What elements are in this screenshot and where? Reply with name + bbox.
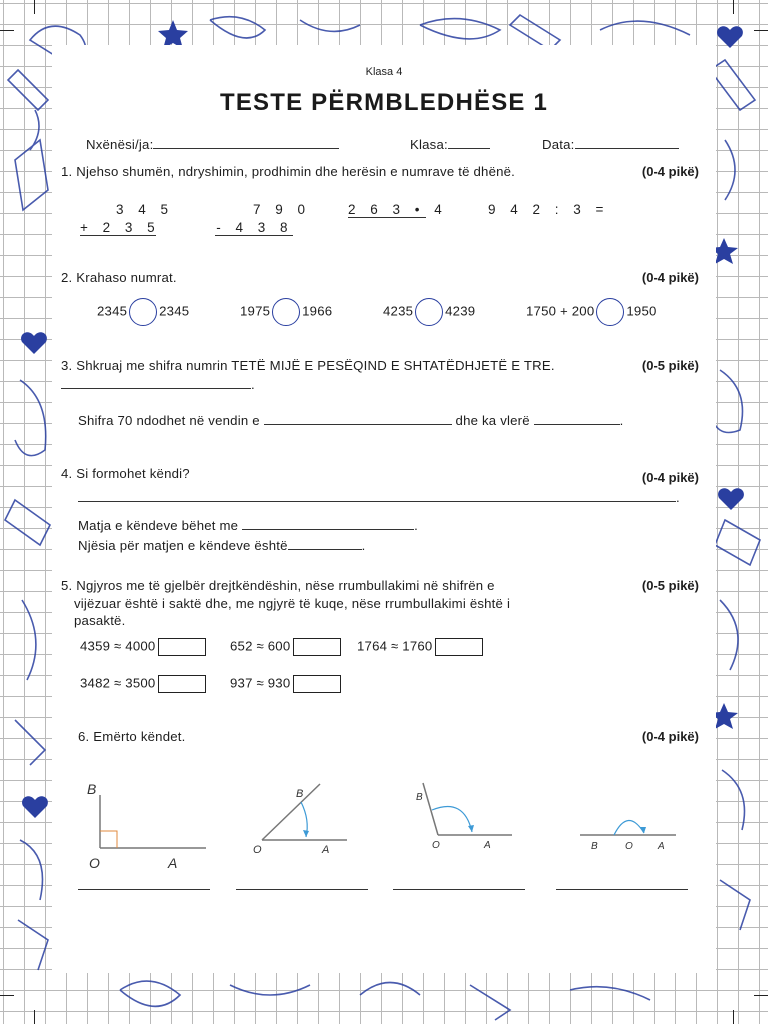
heart-icon [718, 488, 744, 510]
q4-unit-line: Njësia për matjen e këndeve është . [78, 538, 366, 553]
question-2-points: (0-4 pikë) [641, 270, 699, 285]
question-4-points: (0-4 pikë) [641, 470, 699, 485]
right-angle-figure [87, 781, 206, 871]
crop-mark [733, 1010, 734, 1024]
student-label: Nxënësi/ja: [86, 137, 154, 152]
compare-circle-1[interactable] [129, 298, 157, 326]
rounding-box-5[interactable] [293, 675, 341, 693]
compare-circle-4[interactable] [596, 298, 624, 326]
angle-answer-line-1[interactable] [78, 888, 210, 890]
q4-unit-blank[interactable] [288, 536, 362, 550]
svg-text:A: A [322, 844, 330, 856]
question-4-text: 4. Si formohet këndi? [61, 466, 190, 481]
q1-diff-top: 7 9 0 [253, 202, 311, 217]
heart-icon [22, 796, 48, 818]
q1-quotient: 9 4 2 : 3 = [488, 202, 609, 217]
class-line[interactable] [448, 135, 490, 149]
q1-sum-bottom: + 2 3 5 [80, 220, 161, 235]
rounding-box-2[interactable] [293, 638, 341, 656]
acute-angle-figure [253, 784, 347, 856]
rounding-box-3[interactable] [435, 638, 483, 656]
angle-figures [52, 765, 716, 875]
rounding-item-5: 937 ≈ 930 [230, 675, 341, 693]
compare-circle-2[interactable] [272, 298, 300, 326]
angle-answer-line-4[interactable] [556, 888, 688, 890]
rounding-item-1: 4359 ≈ 4000 [80, 638, 206, 656]
crop-mark [0, 995, 14, 996]
q3-place-value-line: Shifra 70 ndodhet në vendin e dhe ka vlerë . [78, 413, 624, 428]
crop-mark [754, 995, 768, 996]
svg-text:A: A [484, 840, 491, 851]
compare-pair-4: 1750 + 200 1950 [526, 298, 657, 326]
q3-answer-field[interactable]: . [61, 375, 255, 392]
class-label: Klasa: [410, 137, 448, 152]
compare-pair-2: 1975 1966 [240, 298, 332, 326]
angle-answer-line-2[interactable] [236, 888, 368, 890]
date-label: Data: [542, 137, 575, 152]
label-a: A [168, 855, 178, 871]
crop-mark [34, 0, 35, 14]
rounding-box-4[interactable] [158, 675, 206, 693]
svg-text:B: B [416, 792, 423, 803]
student-name-field[interactable] [86, 135, 339, 152]
q4-answer-line[interactable] [78, 488, 676, 502]
obtuse-angle-figure [416, 783, 512, 851]
label-b: B [87, 781, 97, 797]
straight-angle-figure [580, 820, 676, 852]
rounding-box-1[interactable] [158, 638, 206, 656]
compare-pair-3: 4235 4239 [383, 298, 475, 326]
question-1-text: 1. Njehso shumën, ndryshimin, prodhimin dhe herësin e numrave të dhënë. [61, 164, 516, 179]
student-name-line[interactable] [153, 135, 339, 149]
compare-circle-3[interactable] [415, 298, 443, 326]
grade-label: Klasa 4 [365, 66, 403, 78]
worksheet-page [52, 45, 716, 973]
label-o: O [89, 855, 100, 871]
heart-icon [21, 332, 47, 354]
svg-text:A: A [658, 841, 665, 852]
question-5-text-3: pasaktë. [74, 613, 126, 628]
svg-text:O: O [253, 844, 262, 856]
crop-mark [733, 0, 734, 14]
q1-product: 2 6 3 • 4 [348, 202, 448, 217]
question-5-text-2: vijëzuar është i saktë dhe, me ngjyrë të kuqe, nëse rrumbullakimi është i [74, 596, 511, 611]
question-5-points: (0-5 pikë) [641, 578, 699, 593]
date-field[interactable] [542, 135, 679, 152]
crop-mark [0, 30, 14, 31]
question-5-text-1: 5. Ngjyros me të gjelbër drejtkëndëshin, nëse rrumbullakimi në shifrën e [61, 578, 495, 593]
q1-diff-bottom: - 4 3 8 [216, 220, 293, 235]
heart-icon [717, 26, 743, 48]
page-title: TESTE PËRMBLEDHËSE 1 [219, 89, 549, 116]
q1-sum-top: 3 4 5 [116, 202, 174, 217]
q4-measure-blank[interactable] [242, 516, 414, 530]
svg-text:O: O [625, 841, 633, 852]
crop-mark [754, 30, 768, 31]
rounding-item-3: 1764 ≈ 1760 [357, 638, 483, 656]
question-2-text: 2. Krahaso numrat. [61, 270, 177, 285]
date-line[interactable] [575, 135, 679, 149]
compare-pair-1: 2345 2345 [97, 298, 189, 326]
q3-value-blank[interactable] [534, 411, 620, 425]
svg-text:O: O [432, 840, 440, 851]
question-1-points: (0-4 pikë) [641, 164, 699, 179]
q4-answer-field[interactable]: . [78, 488, 680, 505]
crop-mark [34, 1010, 35, 1024]
q3-answer-line[interactable] [61, 375, 251, 389]
class-field[interactable] [410, 135, 490, 152]
question-3-text: 3. Shkruaj me shifra numrin TETË MIJË E PESËQIND E SHTATËDHJETË E TRE. [61, 358, 555, 373]
svg-text:B: B [591, 841, 598, 852]
question-3-points: (0-5 pikë) [641, 358, 699, 373]
angle-answer-line-3[interactable] [393, 888, 525, 890]
question-6-points: (0-4 pikë) [641, 729, 699, 744]
q4-measure-line: Matja e këndeve bëhet me . [78, 518, 418, 533]
q3-place-blank[interactable] [264, 411, 452, 425]
rounding-item-2: 652 ≈ 600 [230, 638, 341, 656]
rounding-item-4: 3482 ≈ 3500 [80, 675, 206, 693]
svg-text:B: B [296, 788, 304, 800]
question-6-text: 6. Emërto këndet. [78, 729, 186, 744]
